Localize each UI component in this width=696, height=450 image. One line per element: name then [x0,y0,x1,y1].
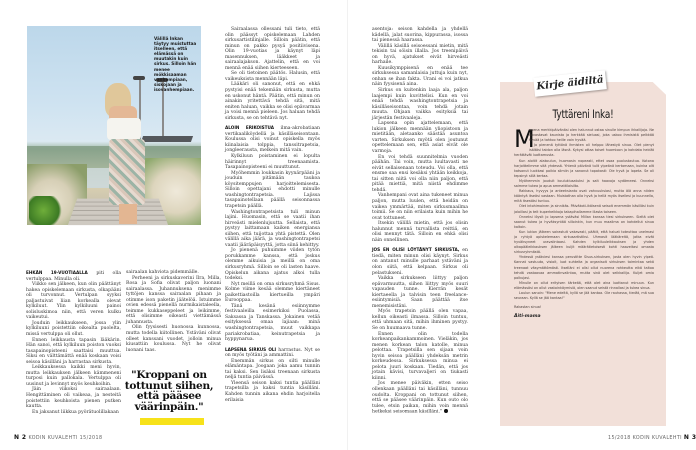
paragraph-text: Lapsena opin ajattelemaan, että lukion jälkeen mennään yliopistoon ja mietitään, aletaanko säästää asuntoa varten. Sirkuksen myötä olen joutunut opettelemaan sen, että asiat eivät ole varmoja. [372,121,468,155]
article-paragraph [225,304,320,343]
paragraph-text: Jo pienenä puhuimme viiden tytön porukkamme kanssa, että joskus olemme aikuisia ja meillä on oma sirkusryhmä. Silloin se oli lasten haave. Opiskelun aikana ajatus alkoi tulla todeksi. [225,248,320,282]
paragraph-lead-in: ALOIN ERIKOISTUA [225,125,275,131]
photo-leaves [29,196,65,225]
article-paragraph [225,347,320,359]
letter-paragraph-text: Yhdessä ystäviesi kanssa perustitte Sisus-sirkuksen, josta olen hyvin ylpeä. Kannat vastuuta, visioit, luot suhteita ja organisoit sirkuksen toimintaa sekä treenaat väsymättömästi. Itselläni ei olisi ollut nuorena rohkeutta eikä taitoa tehdä vastaavaa ammatinvalintaa, mutta sinä olet seikkailija. Kuljet omia polkujasi. [514,255,654,280]
paragraph-text: Jouduin leikkaukseen, jossa ylin kylkiluuni poistettiin oikealta puolelta, missä vertulppa oli ollut. [26,320,121,338]
article-paragraph [26,282,121,321]
paragraph-text: harrastus. Nyt se on myös työtäni ja ammattini. [225,347,320,359]
article-paragraph [26,321,121,338]
drop-cap: M [514,125,535,153]
paragraph-text: Jäin viikoksi sairaalaan. Hengittäminen oli vaikeaa, ja nesteitä poistettiin keuhkoista pienen putken kautta. [26,387,121,410]
article-paragraph [372,193,468,221]
letter-paragraph [514,281,654,291]
paragraph-text: Enemmän sirkus on silti minulle elämäntapa. Joogaan joka aamu tunnin tai kaksi. Sen lisäksi treenaan sirkusta neljä tuntia päivässä. [225,358,320,381]
paragraph-text: Jos menee päiväkin, etten seiso ollenkaan päälläni tai käsilläni, tunnuu oudolta. Kroppani on tottunut siihen, että se pääsee väärinpäin. Kun outo olo tulee, etsin paikan, mihin voin mennä hetkeksi seisomaan käsilläni." [372,381,468,415]
letter-paragraph [514,255,654,280]
letter-paragraph [514,215,654,230]
article-paragraph [372,27,468,44]
paragraph-text: Sairaalassa ollessani tuli tieto, että olin päässyt opiskelemaan Lahden sirkusartistilinjalle. Silloin päätin, että minun on pakko pysyä positiivisena. Olin 19-vuotias ja käynyt läpi masennuksen, lääkkeet ja sairaalajakson. Ajattelin, että en voi mennä enää siihen kierteeseen. [225,27,320,71]
photo-person-legs [119,204,137,224]
letter-paragraph-text: Myöhemmin jouduit koulukiusatuksi ja sait haavoja sydämeesi. Onneksi saimme tukea ja apua ammattilaisilta. [514,178,654,189]
article-paragraph [26,387,121,409]
article-paragraph [225,210,320,249]
folio-right-text: 15/2018 KODIN KUVALEHTI [608,436,682,441]
paragraph-text: Sirkus on kuitenkin laaja ala, paljon laajempi kuin kuvittelisi. Kun en voi enää tehdä washingtontrapetsia ja käsilläseisontaa, voin tehdä jotain muuta. Ohjaan vaikka esityksiä tai järjestän festivaaleja. [372,88,468,121]
article-paragraph [225,248,320,281]
pull-quote: "Kroppani on tottunut siihen, että pääsee väärinpäin." [124,369,214,413]
article-paragraph [372,66,468,88]
letter-paragraph-text: Kun aloitit alakoulun, huomasin nopeasti, ettet osaa puolustautua. Kotona harjoittelimme sitä yhdessä. Yhtenä päivänä tulit ylpeänä kertomaan, kuinka olit katsonut luokkasi poikia silmiin ja sanonut topakasti: Ole hyvä ja lopeta. Se oli tepsinyt sillä kertaa. [514,158,654,178]
paragraph-text: Tänä kesänä esiinnymme festivaaleilla esimerkiksi Puolassa, Saksassa ja Tanskassa. Jokainen vetää esityksessä omaa lajiaan: minä washingtontrapetsia, muut vaikkapa pariakrobatiaa, keinutrapetsia ja hyppynarua. [225,303,320,343]
article-paragraph [26,410,121,416]
article-paragraph [225,282,320,304]
letter-paragraph-text: Minulle on ollut erityisen tärkeää, että olet aina luottanut minuun. Kun elämässäsi on ollut vastoinkäymisiä, olen saanut seistä rinnallasi ja tukea sinua. [514,280,654,290]
pull-quote-underline [140,418,204,425]
article-paragraph [225,359,320,381]
paragraph-text: Kylkiluun poistaminen ei lopulta häirinnyt treenaamista. Tasapainopisteeni ei muuttunut. [225,154,320,171]
paragraph-lead-in: LAPSENA SIRKUS OLI [225,346,277,352]
end-of-article-icon [444,409,448,413]
paragraph-text: Viikko sen jälkeen, kun olin päättänyt hakea opiskelemaan sirkusta, olkapääni oli turvonnut. Vertulpan syyksi paljastuivat liian korkealla olevat kylkiluut. Ylin kylkiluuni painoi solisluskimoa niin, että veren kulku vaikeutui. [26,282,121,321]
article-paragraph [372,44,468,66]
letter-paragraph [514,159,654,179]
article-paragraph [225,154,320,171]
folio-right [608,434,696,442]
article-column-1 [26,270,121,430]
letter-paragraph-text: Kun lukion jälkeen sairastuit vakavasti, päätit, että haluat toteuttaa unelmasi ja ryhtyä opiskelemaan sirkusartistiksi. Uhmasit lääkäreitä, jotka eivät hyväksyneet uravalintaasi. Kahden kylkiluuleikkauksen ja yhden olkapääleikkauksen jälkeen kuljit määrätietoisesti kohti haaveitasi omasta sirkusryhmästä. [514,229,654,255]
letter-closing: Rakastan sinua! [514,305,542,310]
article-paragraph [372,381,468,415]
paragraph-text: Ennen olin todella korkeanpaikankammoinen. Vieläkin, jos menen korkean talon katolle, minua pelottaa. Trapetsilla sen sijaan voin hyvin seisoa päälläni yhdeksän metrin korkeudessa. Sirkuksessa minua ei pelota juuri koskaan. Tiedän, että jos jotain kävisi, turvavaljeri on tiukasti kiinni. [372,331,468,381]
letter-body [514,125,654,422]
paragraph-text: Perheeni ja sirkuskaverini Ilra, Milla, Rosa ja Sofia olivat paljon luonani sairaalassa. Juhannuksena menimme tyttöjen kanssa sairaalan pihaan ja otimme ison paketin jäätelöä. Istuimme ovien edessä pienellä nurmikaistaleella, teimme kukkaseppeleet ja leikimme, että olisimme oikeasti viettämässä juhannusta. [126,275,221,325]
paragraph-text: Se oli tietoinen päätös. Halusin, että vaikeuksista mennään läpi. [225,71,320,82]
article-paragraph [26,365,121,387]
letter-paragraph-text: Olet intohimoinen ja sinnikäs. Päiväkoti-ikäisenä seisoit enemmän käsilläsi kuin jaloillasi ja teit kuperkeikkoja takapihallamme illasta toiseen. [514,204,654,214]
article-column-3 [225,27,320,430]
letter-paragraph-text: Onneksi löysit jo lapsena ystäväsi Millan kanssa tiesi sirkukseen. Sieltä olet saanut tukea ja hyväksyntää silloinkin, kun muu maailma on kohdellut sinua kaltoin. [514,214,654,229]
photo-person-top [107,118,141,140]
article-paragraph [225,171,320,210]
paragraph-text: En jaksanut liikkua pyörätuolillakaan [32,409,119,415]
letter-paragraph [514,204,654,214]
paragraph-text: Washingtontrapetsista tuli minun lajini. Huomasin, että se vaatii ihan hirveästi mielenlujuutta. Sellaista, että pystyy laittamaan kaiken energiansa siihen, että tuijottaa yhtä pistettä. Olen välillä aika jäärä, ja washingtontrapetsi vaatii jääräpäisyyttä, jotta siinä kehittyy. [225,209,320,248]
letter-paragraph [514,230,654,255]
paragraph-text: Olin fyysisesti huonossa kunnossa, mutta todella kiitollinen. Ystäväni olivat olleet kanssani vuodet, jolloin minua kiusattiin koulussa. Nyt he olivat luonani taas. [126,325,221,353]
letter-paragraph [514,291,654,301]
article-paragraph [225,71,320,82]
paragraph-text: Kuusikymppisenä en enää tee sirkuksessa samanlaisia juttuja kuin nyt, onhan se ihan fakta. Urani ei voi jatkua näin fyysisenä aina. [372,65,468,88]
article-paragraph [372,276,468,309]
letter-tab-label: Kirje äidiltä [533,70,607,96]
photo-person-pants [109,139,145,205]
article-paragraph [126,276,221,326]
paragraph-text: En voi tehdä suunnitelmia vuoden päähän. Tai voin, mutta luultavasti ne eivät sellaisenaan toteudu. Voi olla, että ensme saa ensi kesäksi yhtään keikkoja, tai sitten niitä voi olla niin paljon, että pitää miettiä, mitä niistä ehdimme tehdä. [372,154,468,193]
article-paragraph [372,121,468,154]
paragraph-text: Yleensä seison kaksi tuntia päälläni trapetsilla ja kaksi tuntia käsilläni. Kahden tunnin aikana ehdin harjoitella erilaisia [225,380,320,403]
trapeze-board [141,136,193,142]
paragraph-text: Vaikka sirkukseen liittyy paljon epävarmuutta, siihen liittyy myös suuri vapauden tunne. Kierrän kesät kiertaeella ja talvisin teen freelance-esiintymisiä. Saan päättää itse menemisistäni. [372,276,468,309]
paragraph-lead-in: JOS EN OLISI LÖYTÄNYT SIRKUSTA, [372,247,460,253]
letter-title: Tyttäreni Inka! [552,107,614,121]
article-paragraph [372,221,468,243]
letter-paragraph [514,143,654,158]
paragraph-text: Itsekin välillä mietin, että jos olisin halunnut mennä turvallista reittiä, en olisi mennyt tätä. Silloin en ehkä olisi näin onnellinen. [372,221,468,243]
article-paragraph [26,338,121,366]
article-column-2 [126,270,221,364]
paragraph-text: Leikkauksessa kaikki meni hyvin, mutta leikkauksen jälkeen kämmeneni turposi kuin pallokala. Vertulppa oli uusinut ja levinnyt myös keuhkoihin. [26,365,121,387]
letter-paragraph-text: Laulun sanoin: "Mene edeltä, kyllä se jää kantaa. Ole rauhassa, tiedät, mä sua seuraan. Kyllä se jää kantaa!" [514,291,654,301]
paragraph-text: Myös trapetsin päällä olen vapaa, kellun oikeasti ilmassa. Silloin tuntuu, että uhmaan sitä, mihin ihminen pystyy. Se on huumaava tunne. [372,309,468,331]
article-paragraph [26,270,121,282]
paragraph-text: asentoja: seison kahdella ja yhdellä kädellä, jalat suorina, kippurassa, isossa tai pienessä haarassa. [372,27,468,44]
article-column-4 [372,27,468,430]
article-paragraph [225,27,320,71]
trapeze-pole-cap [133,76,145,80]
letter-signature: Äiti-mama [514,314,541,320]
paragraph-text: Vanhempani ovat aina tukeneet minua paljon, mutta luulen, että heidän on vaikea ymmärtää, miten sirkusmaailma toimii. Se on niin erilaista kuin mihin he ovat tottuneet. [372,193,468,221]
folio-left-text: KODIN KUVALEHTI 15/2018 [28,436,103,441]
paragraph-lead-in: EHKÄN 19-VUOTIAALLA [26,270,88,275]
page-number-left: N 2 [14,434,27,441]
letter-paragraph [514,179,654,189]
paragraph-text: Myöhemmin loukkasin kyynärpääni ja jouduin pitämään taukoa köysitemppujen harjoittelemisesta. Silloin opettajani ehdotti minulle washingtontrapetsia. Lajissa tasapainotellaan päällä seisonnassa trapetsin päällä. [225,170,320,209]
paragraph-text: Nyt meillä on oma sirkusryhmä Sisus. Kolme viime kesää olemme kiertäneet paikettiastoilla kiertueilla ympäri Eurooppaa. [225,281,320,304]
page-number-right: N 3 [683,434,696,441]
letter-paragraph [514,189,654,204]
letter-paragraph-text: Jo pienenä tyttönä ihmisten oli helppo lähestyä sinua. Olet pienyt isältäsi taidon olla läsnä. Kykysi ottaa toiset huomioon ja kohdata heidät herättävät luottamusta. [514,143,654,158]
letter-paragraph-text: Rakkaus, hyvyys ja anteeksianto ovat vahvuuksiasi, mutta älä anna niiden kääntyä itseäsi vastaan. Muistathan olla hyvä ja hellä myös itsellesi ja kuunnella, mitä itsestäsi tuntuu. [514,189,654,204]
paragraph-text: Välillä käsillä seisoessani mietin, mitä tekisin tai söisin illalla. Jos treenipäivä on hyvä, ajatukset eivät hirveästi harhaile. [372,43,468,66]
article-paragraph [372,155,468,194]
article-paragraph [372,309,468,331]
paragraph-text: piti olla vertulppaa. Minulla oli. [26,271,122,282]
article-paragraph [225,125,320,154]
article-paragraph [372,88,468,121]
letter-paragraph-text: onena merkkipäivänäsi olen halunnut ostaa sinulle kimpun ihkailijoja. Ne kuvastavat kaunista ja herkkää sieluasi, joka uskoo ihmisistä pelkkää hyvää ja tahtoo heille vain hyvää. [529,128,654,143]
article-paragraph [372,247,468,276]
paragraph-text: sairaalan kahviota pidemmälle. [126,270,199,275]
photo-caption: Välillä Inkan täytyy muistuttaa itselleen, että elämässä on muutakin kuin sirkus. Silloin hän menee mökkisaaman vanhempiaan, siskojaan ja isovanhempiaan. [154,36,197,92]
paragraph-text: en tiedä, miten minun olisi käynyt. Sirkus on antanut minulle parhaat ystäväni ja olon siitä, että kelpaan. Sirkus oli pelastukseni. [372,248,468,276]
article-paragraph [372,332,468,382]
folio-left [14,434,102,442]
paragraph-text: Lääkäri oli sanonut, että en ehkä pystyisi enää tekemään sirkusta, mutta en uskonut häntä. Päätin, että minun on ainakin yritettävä tehdä sitä, mitä eniten haluan, vaikka se olisi epävarmaa ja voisi mennä pieleen. Jos haluan tehdä sirkusta, se on tehtävä nyt. [225,82,320,121]
article-paragraph [225,82,320,121]
article-paragraph [126,325,221,353]
article-paragraph [225,381,320,403]
paragraph-text: ilma-akrobatiaan vertikaaliköydellä ja käsilläseisontaan. Koulussa olisi voinut opiskella myös kiinalaisia tolppia, tanssitrapetsia, jongleerausta, melkein mitä vain. [225,126,320,154]
paragraph-text: Ennen leikkausta tapasin lääkärin. Hän sanoi, että kylkiluun poiston vuoksi tasapainopisteeni saattaisi muuttua. Siksi en välttämättä enää koskaan voisi seisoa käsilläni ja harrastaa sirkusta. [26,337,121,365]
